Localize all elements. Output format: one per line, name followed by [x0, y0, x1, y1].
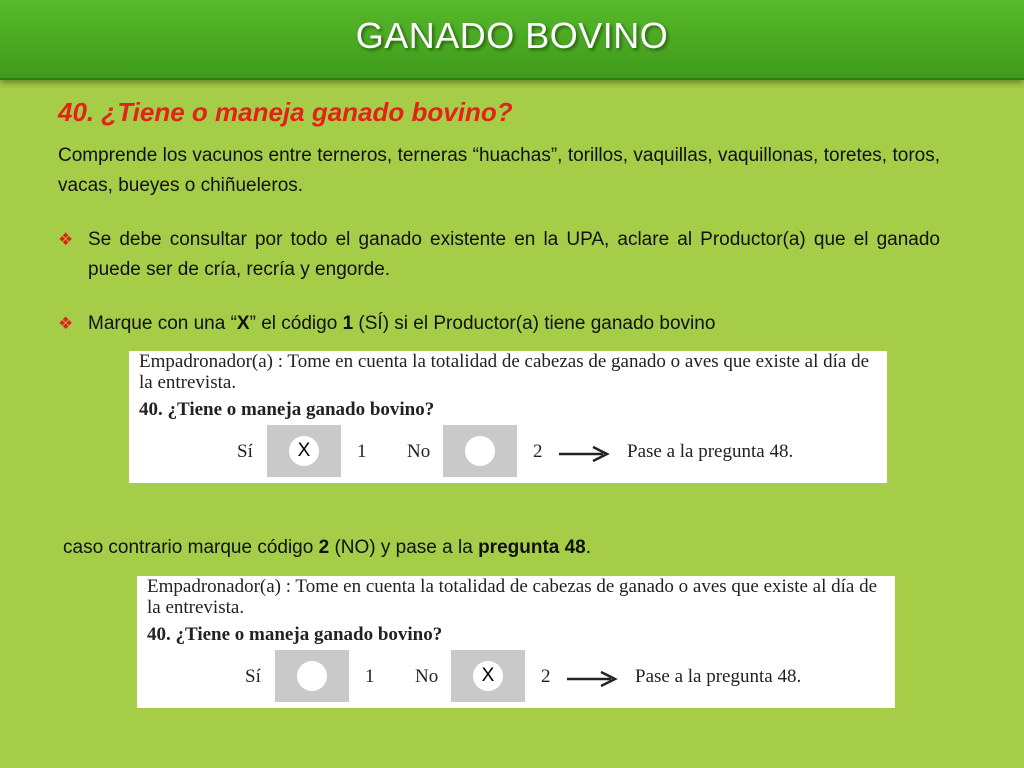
slide-title: GANADO BOVINO — [355, 15, 669, 56]
arrow-right-icon — [565, 670, 619, 688]
question-title: 40. ¿Tiene o maneja ganado bovino? — [58, 97, 513, 127]
form-example-yes — [129, 351, 887, 483]
form-instruction: Empadronador(a) : Tome en cuenta la totalidad de cabezas de ganado o aves que existe al día de la entrevista. — [147, 576, 878, 618]
no-code: 2 — [533, 441, 543, 462]
yes-label: Sí — [237, 441, 253, 462]
note-paragraph: caso contrario marque código 2 (NO) y pase a la pregunta 48. — [63, 537, 592, 558]
radio-circle[interactable] — [297, 661, 327, 691]
intro-paragraph: Comprende los vacunos entre terneros, terneras “huachas”, torillos, vaquillas, vaquillonas, toretes, toros, vacas, bueyes o chiñueleros. — [58, 145, 940, 196]
slide-header — [0, 0, 1024, 80]
yes-option-box[interactable] — [267, 425, 341, 477]
no-label: No — [415, 666, 439, 687]
diamond-bullet-icon: ❖ — [58, 230, 74, 249]
skip-instruction: Pase a la pregunta 48. — [627, 441, 794, 462]
yes-label: Sí — [245, 666, 261, 687]
bullet-text: Se debe consultar por todo el ganado existente en la UPA, aclare al Productor(a) que el ganado puede ser de cría, recría y engorde. — [88, 229, 940, 280]
arrow-right-icon — [557, 445, 611, 463]
form-example-no — [137, 576, 895, 708]
bullet-item — [58, 225, 940, 285]
bullet-item — [58, 309, 940, 339]
x-mark: X — [297, 440, 311, 461]
form-question: 40. ¿Tiene o maneja ganado bovino? — [147, 624, 443, 645]
no-option-box[interactable] — [443, 425, 517, 477]
no-option-box[interactable] — [451, 650, 525, 702]
diamond-bullet-icon: ❖ — [58, 314, 74, 333]
yes-code: 1 — [365, 666, 375, 687]
yes-option-box[interactable] — [275, 650, 349, 702]
bullet-text: Marque con una “X” el código 1 (SÍ) si el Productor(a) tiene ganado bovino — [88, 313, 716, 334]
no-code: 2 — [541, 666, 551, 687]
skip-instruction: Pase a la pregunta 48. — [635, 666, 802, 687]
form-instruction: Empadronador(a) : Tome en cuenta la totalidad de cabezas de ganado o aves que existe al día de la entrevista. — [139, 351, 870, 393]
form-question: 40. ¿Tiene o maneja ganado bovino? — [139, 399, 435, 420]
yes-code: 1 — [357, 441, 367, 462]
x-mark: X — [481, 665, 495, 686]
no-label: No — [407, 441, 431, 462]
radio-circle[interactable] — [465, 436, 495, 466]
